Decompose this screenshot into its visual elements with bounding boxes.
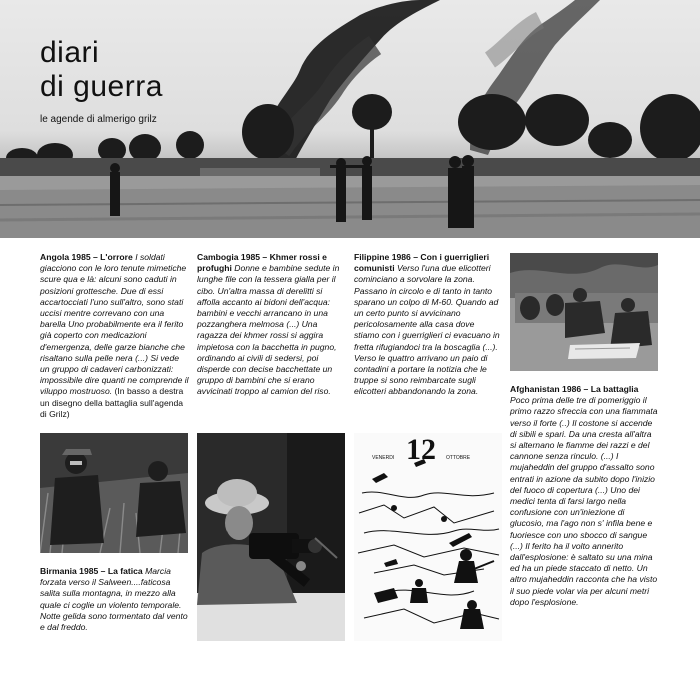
entry-angola-heading: Angola 1985 – L'orrore: [40, 252, 133, 262]
entry-afghanistan-body: Poco prima delle tre di pomeriggio il primo razzo sfreccia con una fiammata verso il forte (..) Il costone si accende di sibili e spari. Da una cresta all'altra si alternano le fiamme dei razzi e del cannone senza rinculo. (...) I mujaheddin del gruppo d'assalto sono entrati in azione da subito dopo l'inizio del fuoco di copertura (...) Uno dei medici tenta di farsi largo nella confusione con un'iniezione di glucosio, ma l'ago non s' infila bene e fuoriesce con uno sbocco di sangue (...) Il ferito ha il volto annerito dall'esplosione: è saltato su una mina ed ha un piede staccato di netto. Un altro mujaheddin racconta che ha visto il suo piede volar via per alcuni metri dopo l'esplosione.: [510, 395, 658, 607]
entry-birmania-body: Marcia forzata verso il Salween....faticosa salita sulla montagna, in mezzo alla quale ci coglie un violento temporale. Notte gelida sono tormentato dal vento e dal freddo.: [40, 566, 188, 633]
page-subtitle: le agende di almerigo grilz: [40, 114, 157, 125]
entry-afghanistan: [510, 384, 660, 608]
photo-afghanistan-mujaheddin: [510, 253, 658, 371]
entry-cambogia-body: Donne e bambine sedute in lunghe file con la tessera gialla per il cibo. Un'altra massa di derelitti si affolla accanto ai bidoni dell'acqua: bambini e vecchi arrancano in una pozzanghera melmosa (...) Una ragazza dei khmer rossi si aggira impietosa con la bacchetta in pugno, ordinando ai civili di sedersi, poi disperde con decise bacchettate un gruppo di bambini che si erano avvicinati troppo al camion del riso.: [197, 263, 340, 397]
entry-angola-note: (In basso a destra un disegno della battaglia sull'agenda di Grilz): [40, 386, 184, 419]
hero-war-photo: [0, 0, 700, 238]
entry-cambogia-heading: Cambogia 1985 – Khmer rossi e profughi: [197, 252, 327, 274]
diary-month: OTTOBRE: [446, 455, 471, 461]
entry-filippine-heading: Filippine 1986 – Con i guerriglieri comunisti: [354, 252, 490, 274]
entry-afghanistan-heading: Afghanistan 1986 – La battaglia: [510, 384, 639, 394]
entry-filippine: [354, 252, 502, 398]
page-title: [40, 36, 163, 104]
diary-day-number: 12: [406, 433, 436, 466]
title-line-2: di guerra: [40, 70, 163, 103]
entry-angola: [40, 252, 190, 420]
title-line-1: diari: [40, 36, 100, 69]
diary-page-drawing: [354, 433, 502, 641]
entry-cambogia: [197, 252, 345, 398]
entry-birmania-heading: Birmania 1985 – La fatica: [40, 566, 143, 576]
diary-weekday: VENERDI: [372, 455, 395, 461]
entry-filippine-body: Verso l'una due elicotteri cominciano a sorvolare la zona. Passano in circolo e di tanto in tanto sparano un colpo di M-60. Quando ad un certo punto si avvicinano pericolosamente alla casa dove stiamo con i guerriglieri ci evacuano in fretta rifugiandoci tra la boscaglia (...). Verso le quattro arrivano un paio di contadini a portare la notizia che le truppe si sono reimbarcate sugli elicotteri abbandonando la zona.: [354, 263, 500, 397]
photo-birmania-soldiers: [40, 433, 188, 553]
entry-angola-body: I soldati giacciono con le loro tenute mimetiche scure qua e là: alcuni sono caduti in posizioni grottesche. Due di essi accartocciati l'uno sull'altro, sono stati uccisi mentre correvano con una barella Uno probabilmente era il ferito già coperto con medicazioni d'emergenza, delle garze bianche che risaltano sulla pelle nera (...) Si vede un gruppo di cadaveri carbonizzati: impossibile dire quanti ne comprende il viluppo mostruoso.: [40, 252, 189, 397]
entry-birmania: [40, 566, 190, 633]
photo-grilz-with-camera: [197, 433, 345, 641]
